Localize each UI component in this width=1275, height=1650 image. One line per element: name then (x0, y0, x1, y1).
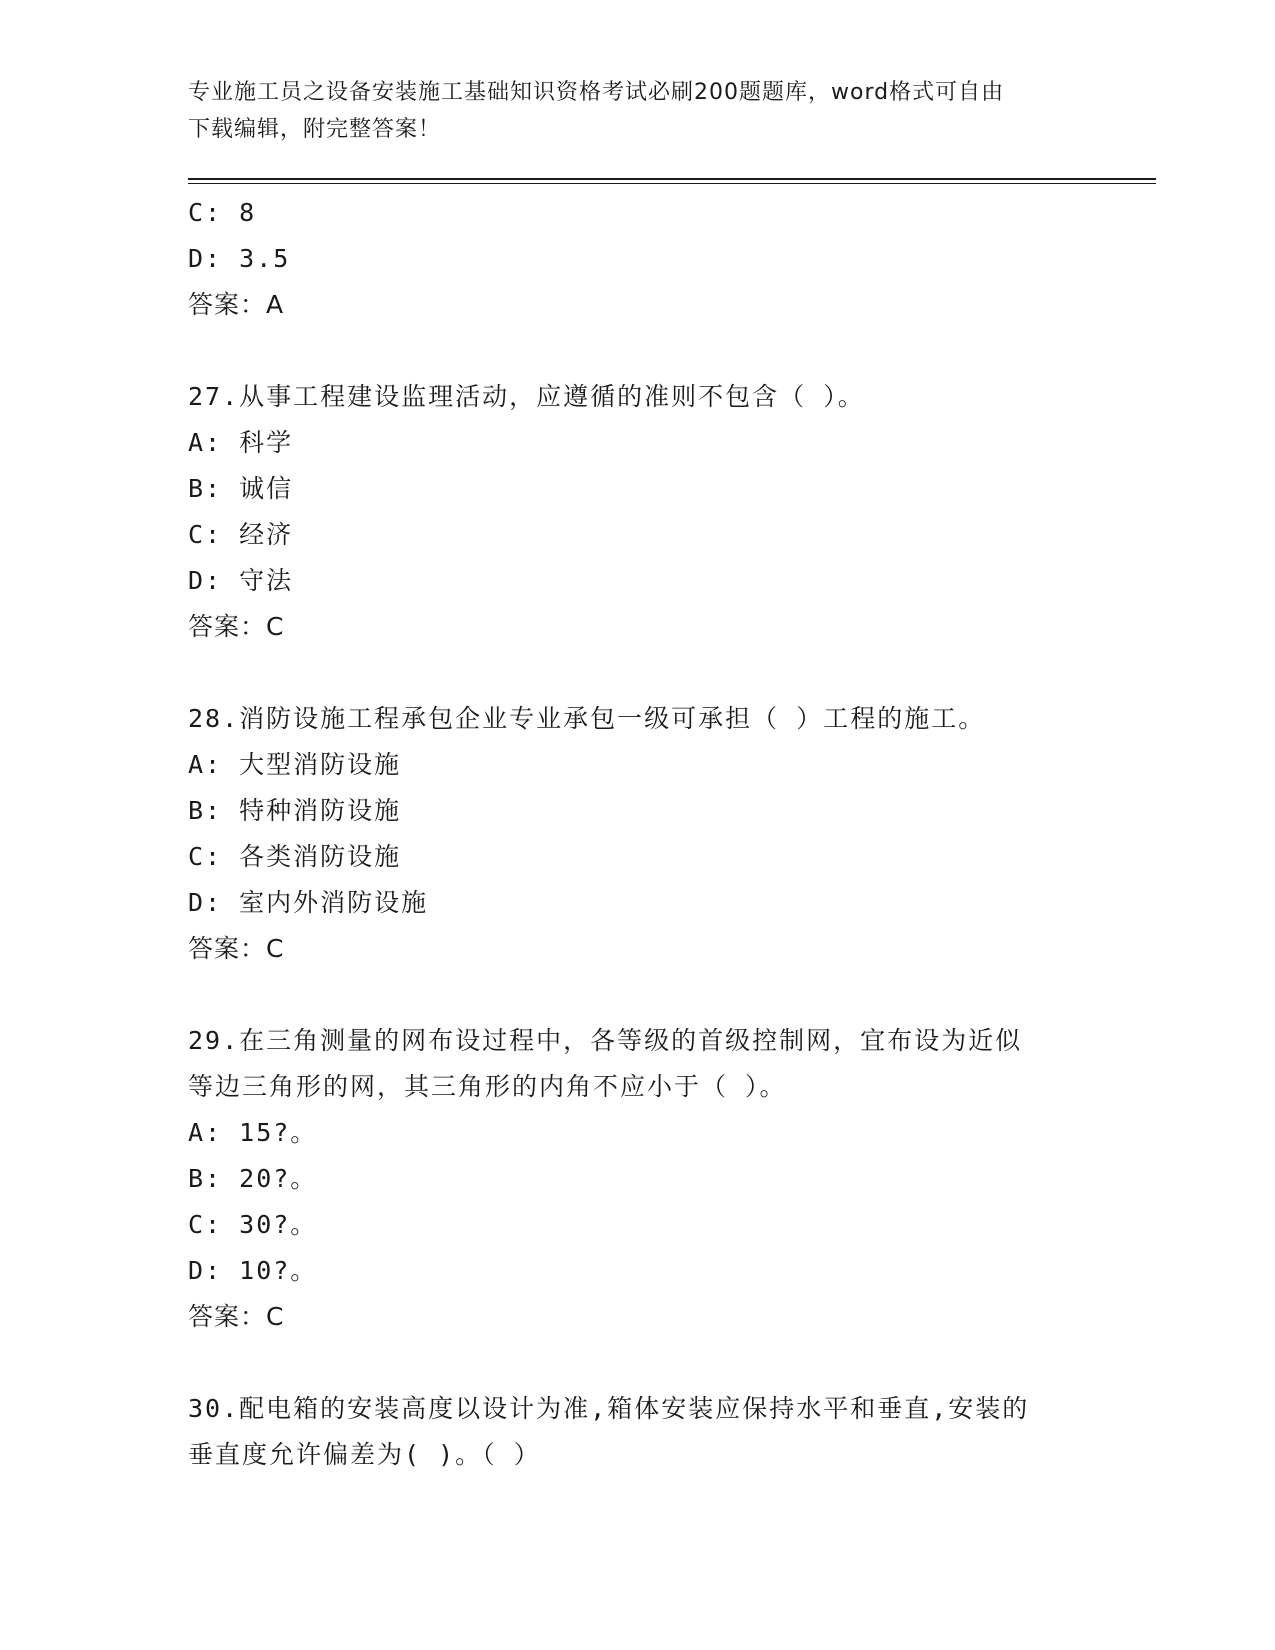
option-c: C: 各类消防设施 (188, 842, 402, 871)
document-header (188, 74, 1088, 148)
header-rule-thin (188, 183, 1156, 184)
option-d: D: 守法 (188, 566, 294, 595)
answer-line: 答案：C (188, 934, 285, 963)
question-text-line-2: 等边三角形的网，其三角形的内角不应小于（ ）。 (188, 1072, 787, 1101)
previous-question-tail (188, 190, 1088, 328)
spacer (188, 650, 1088, 696)
spacer (188, 972, 1088, 1018)
header-line-2: 下载编辑，附完整答案！ (188, 117, 442, 142)
option-b: B: 20?。 (188, 1164, 318, 1193)
option-b: B: 特种消防设施 (188, 796, 402, 825)
option-a: A: 科学 (188, 428, 294, 457)
header-line-1: 专业施工员之设备安装施工基础知识资格考试必刷200题题库，word格式可自由 (188, 80, 1005, 105)
spacer (188, 1340, 1088, 1386)
option-a: A: 大型消防设施 (188, 750, 402, 779)
answer-line: 答案：C (188, 612, 285, 641)
header-rule-thick (188, 178, 1156, 180)
question-text-line-2: 垂直度允许偏差为( )。（ ） (188, 1440, 541, 1469)
option-c: C: 经济 (188, 520, 294, 549)
question-text: 28.消防设施工程承包企业专业承包一级可承担（ ）工程的施工。 (188, 704, 986, 733)
option-d: D: 3.5 (188, 244, 291, 273)
question-28 (188, 696, 1088, 972)
option-d: D: 10?。 (188, 1256, 318, 1285)
question-27 (188, 374, 1088, 650)
question-content (188, 190, 1088, 1478)
question-text-line-1: 30.配电箱的安装高度以设计为准,箱体安装应保持水平和垂直,安装的 (188, 1394, 1030, 1423)
option-d: D: 室内外消防设施 (188, 888, 429, 917)
question-text: 27.从事工程建设监理活动，应遵循的准则不包含（ ）。 (188, 382, 865, 411)
option-c: C: 8 (188, 198, 257, 227)
question-29 (188, 1018, 1088, 1340)
answer-line: 答案：C (188, 1302, 285, 1331)
option-b: B: 诚信 (188, 474, 294, 503)
answer-line: 答案：A (188, 290, 285, 319)
spacer (188, 328, 1088, 374)
option-c: C: 30?。 (188, 1210, 318, 1239)
question-text-line-1: 29.在三角测量的网布设过程中，各等级的首级控制网，宜布设为近似 (188, 1026, 1023, 1055)
option-a: A: 15?。 (188, 1118, 318, 1147)
question-30 (188, 1386, 1088, 1478)
